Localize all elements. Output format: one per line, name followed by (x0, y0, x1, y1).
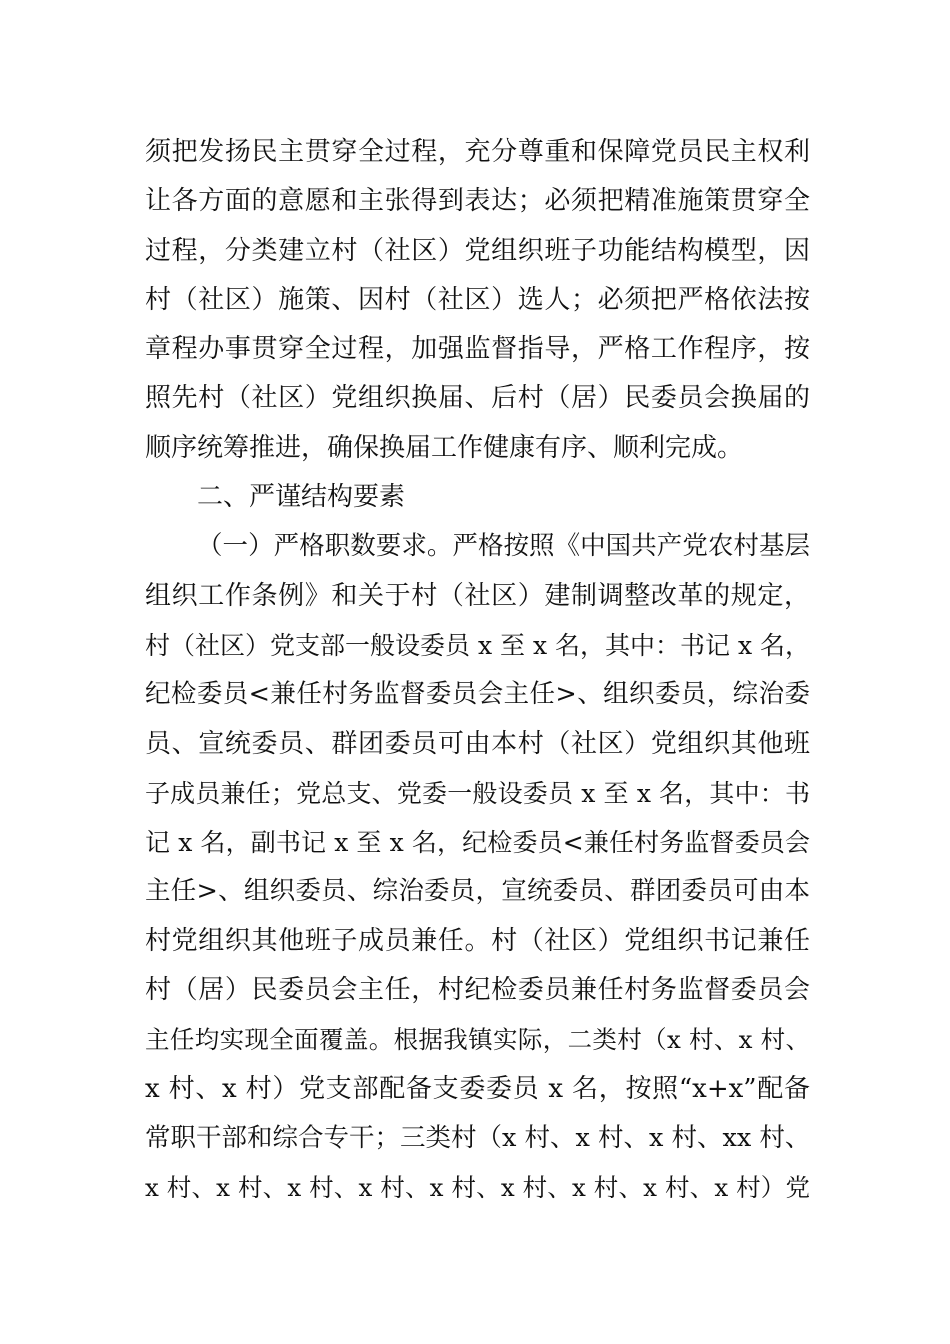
text-line: 章程办事贯穿全过程，加强监督指导，严格工作程序，按 (145, 334, 810, 365)
text-line: 照先村（社区）党组织换届、后村（居）民委员会换届的 (145, 383, 810, 414)
text-line: 须把发扬民主贯穿全过程，充分尊重和保障党员民主权利 (145, 137, 810, 167)
text-line: 员、宣统委员、群团委员可由本村（社区）党组织其他班 (145, 728, 810, 759)
text-line: 记 x 名，副书记 x 至 x 名，纪检委员<兼任村务监督委员会 (145, 828, 810, 858)
text-line: 主任>、组织委员、综治委员，宣统委员、群团委员可由本 (145, 876, 810, 907)
text-line: 村党组织其他班子成员兼任。村（社区）党组织书记兼任 (145, 925, 810, 956)
text-line: 顺序统筹推进，确保换届工作健康有序、顺利完成。 (145, 432, 744, 463)
text-line: x 村、x 村）党支部配备支委委员 x 名，按照“x+x”配备 (145, 1073, 810, 1104)
section-heading: 二、严谨结构要素 (197, 482, 406, 513)
text-line: x 村、x 村、x 村、x 村、x 村、x 村、x 村、x 村、x 村）党 (145, 1173, 810, 1203)
text-line: 纪检委员<兼任村务监督委员会主任>、组织委员，综治委 (145, 679, 810, 710)
text-line: 子成员兼任；党总支、党委一般设委员 x 至 x 名，其中：书 (145, 778, 810, 808)
text-line: 让各方面的意愿和主张得到表达；必须把精准施策贯穿全 (145, 186, 810, 217)
text-line: （一）严格职数要求。严格按照《中国共产党农村基层 (197, 531, 810, 562)
text-line: 常职干部和综合专干；三类村（x 村、x 村、x 村、xx 村、 (145, 1122, 811, 1153)
body-text (145, 128, 810, 1213)
text-line: 村（社区）施策、因村（社区）选人；必须把严格依法按 (145, 284, 810, 315)
text-line: 村（居）民委员会主任，村纪检委员兼任村务监督委员会 (145, 975, 810, 1006)
text-line: 村（社区）党支部一般设委员 x 至 x 名，其中：书记 x 名， (145, 630, 810, 660)
text-line: 过程，分类建立村（社区）党组织班子功能结构模型，因 (145, 235, 810, 266)
text-line: 主任均实现全面覆盖。根据我镇实际，二类村（x 村、x 村、 (145, 1025, 810, 1055)
text-line: 组织工作条例》和关于村（社区）建制调整改革的规定， (145, 580, 810, 611)
